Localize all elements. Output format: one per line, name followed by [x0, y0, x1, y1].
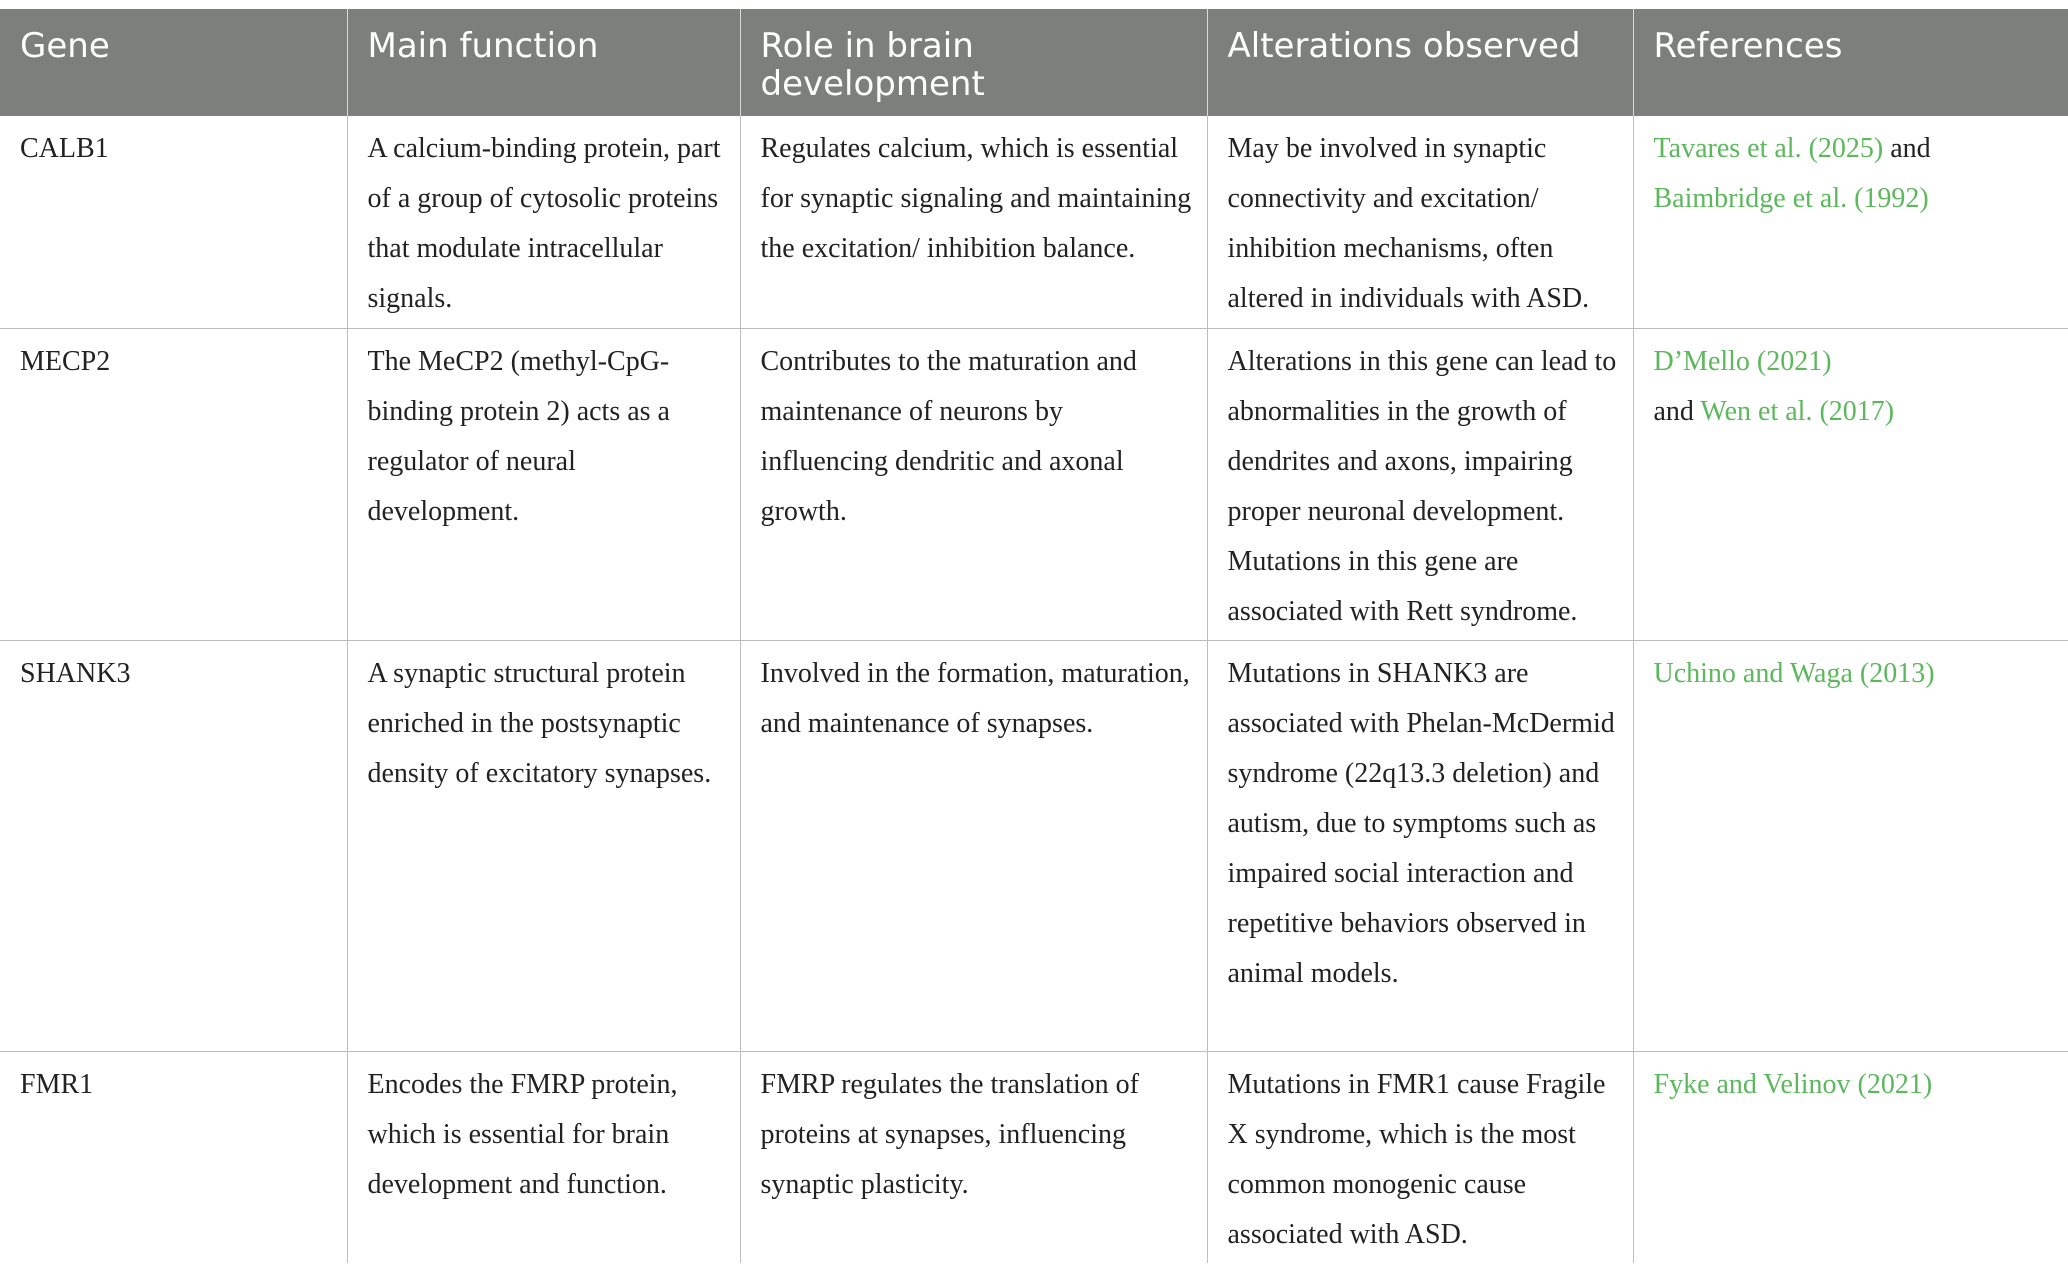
references-cell — [1633, 1051, 2068, 1263]
reference-link[interactable]: Fyke and Velinov (2021) — [1653, 1068, 1933, 1100]
reference-link[interactable]: Baimbridge et al. (1992) — [1653, 183, 1929, 214]
gene-cell: FMR1 — [20, 1068, 94, 1100]
function-cell: Encodes the FMRP protein, which is essential for brain development and function. — [347, 1051, 740, 1263]
table-header — [0, 9, 2068, 116]
table-row — [0, 116, 2068, 328]
gene-cell: SHANK3 — [0, 640, 347, 1051]
function-cell: A synaptic structural protein enriched in the postsynaptic density of excitatory synapses. — [347, 640, 740, 1051]
header-row — [0, 9, 2068, 116]
function-cell: The MeCP2 (methyl-CpG-binding protein 2) acts as a regulator of neural development. — [347, 328, 740, 640]
references-cell — [1633, 116, 2068, 328]
gene-cell: MECP2 — [0, 328, 347, 640]
reference-connector: and — [1883, 133, 1931, 164]
table-row — [0, 1051, 2068, 1263]
header-alterations-observed: Alterations observed — [1207, 9, 1633, 116]
role-cell: Contributes to the maturation and maintenance of neurons by influencing dendritic and axonal growth. — [740, 328, 1207, 640]
alterations-cell: May be involved in synaptic connectivity and excitation/ inhibition mechanisms, often altered in individuals with ASD. — [1207, 116, 1633, 328]
gene-cell: CALB1 — [0, 116, 347, 328]
references-cell — [1633, 328, 2068, 640]
reference-link[interactable]: Tavares et al. (2025) — [1653, 133, 1884, 164]
alterations-cell: Mutations in SHANK3 are associated with Phelan-McDermid syndrome (22q13.3 deletion) and autism, due to symptoms such as impaired social interaction and repetitive behaviors observed in animal models. — [1207, 640, 1633, 1051]
role-cell: FMRP regulates the translation of proteins at synapses, influencing synaptic plasticity. — [740, 1051, 1207, 1263]
header-gene: Gene — [0, 9, 347, 116]
table-row — [0, 640, 2068, 1051]
alterations-cell: Mutations in FMR1 cause Fragile X syndrome, which is the most common monogenic cause associated with ASD. — [1207, 1051, 1633, 1263]
reference-connector: and — [1653, 395, 1701, 427]
role-cell: Regulates calcium, which is essential for synaptic signaling and maintaining the excitation/ inhibition balance. — [740, 116, 1207, 328]
gene-table-container — [0, 9, 2068, 1263]
reference-link[interactable]: Wen et al. (2017) — [1700, 395, 1895, 427]
alterations-cell: Alterations in this gene can lead to abnormalities in the growth of dendrites and axons, impairing proper neuronal development. Mutations in this gene are associated with Rett syndrome. — [1207, 328, 1633, 640]
gene-table — [0, 9, 2068, 1263]
table-body — [0, 116, 2068, 1263]
reference-link[interactable]: Uchino and Waga (2013) — [1653, 657, 1935, 689]
function-cell: A calcium-binding protein, part of a group of cytosolic proteins that modulate intracellular signals. — [347, 116, 740, 328]
references-cell — [1633, 640, 2068, 1051]
header-references: References — [1633, 9, 2068, 116]
header-role-in-brain-development: Role in brain development — [740, 9, 1207, 116]
role-cell: Involved in the formation, maturation, and maintenance of synapses. — [740, 640, 1207, 1051]
table-row — [0, 328, 2068, 640]
reference-link[interactable]: D’Mello (2021) — [1653, 345, 1832, 377]
header-main-function: Main function — [347, 9, 740, 116]
